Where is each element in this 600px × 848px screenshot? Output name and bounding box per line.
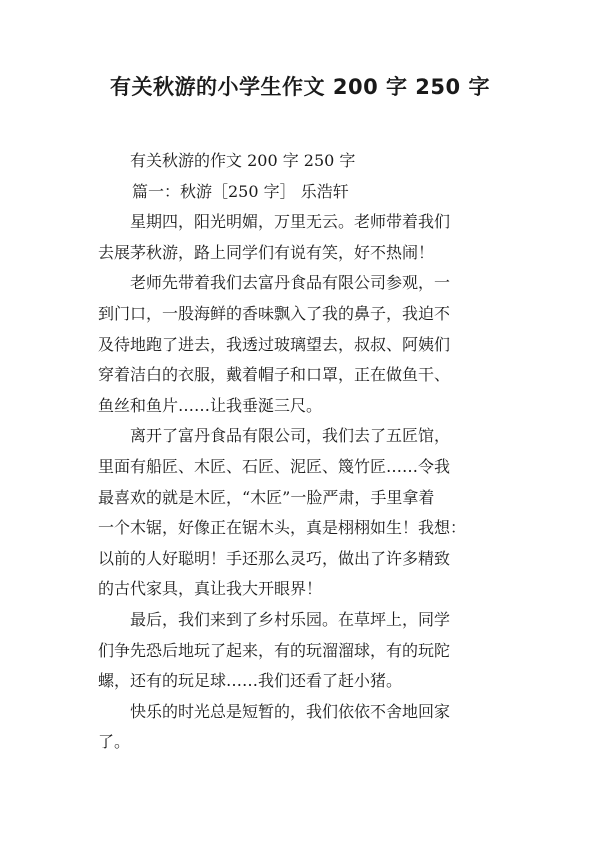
paragraph-line: 星期四，阳光明媚，万里无云。老师带着我们 [130,212,451,232]
essay-section-heading: 篇一：秋游［250 字］ 乐浩轩 [132,181,349,201]
paragraph-line: 的古代家具，真让我大开眼界！ [98,579,323,599]
paragraph-line: 去展茅秋游，路上同学们有说有笑，好不热闹！ [98,242,435,262]
paragraph-line: 最喜欢的就是木匠，“木匠”一脸严肃，手里拿着 [98,487,435,507]
paragraph-line: 到门口，一股海鲜的香味飘入了我的鼻子，我迫不 [98,303,451,323]
paragraph-line: 离开了富丹食品有限公司，我们去了五匠馆， [130,426,451,446]
paragraph-line: 最后，我们来到了乡村乐园。在草坪上，同学 [130,609,451,629]
paragraph-line: 里面有船匠、木匠、石匠、泥匠、篾竹匠……令我 [98,456,451,476]
paragraph-line: 鱼丝和鱼片……让我垂涎三尺。 [98,395,323,415]
paragraph-line: 及待地跑了进去，我透过玻璃望去，叔叔、阿姨们 [98,334,451,354]
paragraph-line: 们争先恐后地玩了起来，有的玩溜溜球，有的玩陀 [98,640,451,660]
paragraph-line: 螺，还有的玩足球……我们还看了赶小猪。 [98,671,403,691]
paragraph-line: 一个木锯，好像正在锯木头，真是栩栩如生！我想： [98,518,467,538]
paragraph-line: 老师先带着我们去富丹食品有限公司参观，一 [130,273,451,293]
document-title: 有关秋游的小学生作文 200 字 250 字 [110,75,490,99]
essay-body [98,146,512,758]
paragraph-line: 穿着洁白的衣服，戴着帽子和口罩，正在做鱼干、 [98,365,451,385]
essay-subtitle: 有关秋游的作文 200 字 250 字 [130,151,356,170]
paragraph-line: 了。 [98,732,131,752]
paragraph-line: 以前的人好聪明！手还那么灵巧，做出了许多精致 [98,548,451,568]
paragraph-line: 快乐的时光总是短暂的，我们依依不舍地回家 [130,701,451,721]
